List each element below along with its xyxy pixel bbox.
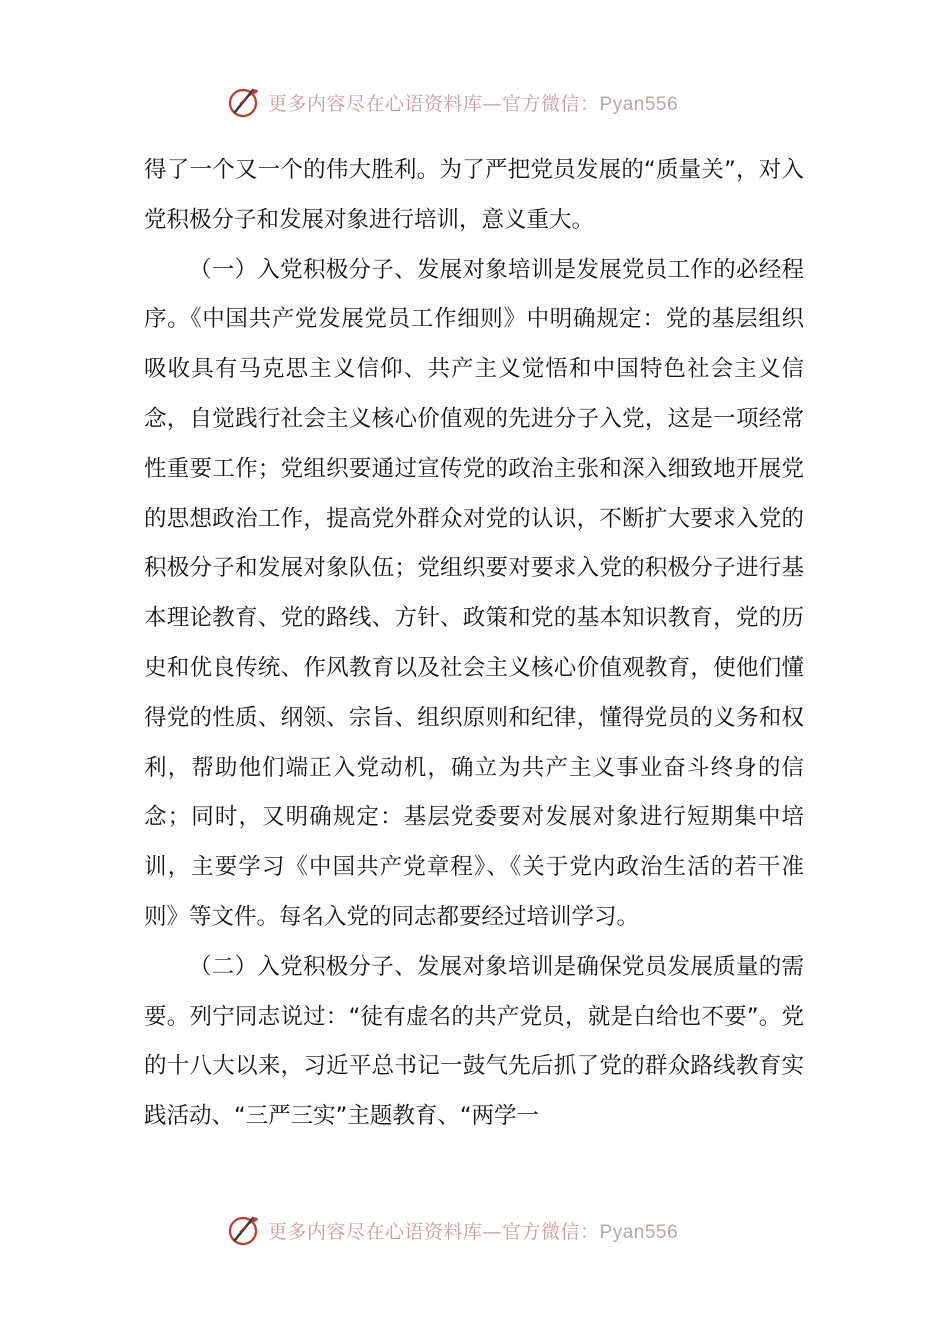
paragraph-section-two: （二）入党积极分子、发展对象培训是确保党员发展质量的需要。列宁同志说过：“徒有虚名的共产党员，就是白给也不要”。党的十八大以来，习近平总书记一鼓气先后抓了党的群众路线教育实践活动、“三严三实”主题教育、“两学一 (144, 953, 804, 1130)
watermark-handle: Pyan556 (599, 1221, 679, 1243)
paragraph-section-one: （一）入党积极分子、发展对象培训是发展党员工作的必经程序。《中国共产党发展党员工作细则》中明确规定：党的基层组织吸收具有马克思主义信仰、共产主义觉悟和中国特色社会主义信念，自觉践行社会主义核心价值观的先进分子入党，这是一项经常性重要工作；党组织要通过宣传党的政治主张和深入细致地开展党的思想政治工作，提高党外群众对党的认识，不断扩大要求入党的积极分子和发展对象队伍；党组织要对要求入党的积极分子进行基本理论教育、党的路线、方针、政策和党的基本知识教育，党的历史和优良传统、作风教育以及社会主义核心价值观教育，使他们懂得党的性质、纲领、宗旨、组织原则和纪律，懂得党员的义务和权利，帮助他们端正入党动机，确立为共产主义事业奋斗终身的信念；同时，又明确规定：基层党委要对发展对象进行短期集中培训，主要学习《中国共产党章程》、《关于党内政治生活的若干准则》等文件。每名入党的同志都要经过培训学习。 (144, 256, 804, 930)
watermark-text: 更多内容尽在心语资料库—官方微信：Pyan556 (268, 92, 679, 115)
footer-watermark (226, 1210, 746, 1250)
quill-logo-icon (226, 84, 262, 120)
watermark-text: 更多内容尽在心语资料库—官方微信：Pyan556 (268, 1220, 679, 1243)
paragraph-continuation: 得了一个又一个的伟大胜利。为了严把党员发展的“质量关”，对入党积极分子和发展对象进行培训，意义重大。 (144, 157, 804, 233)
header-watermark (226, 82, 746, 122)
watermark-handle: Pyan556 (599, 93, 679, 115)
quill-logo-icon (226, 1212, 262, 1248)
document-body (144, 146, 804, 1142)
